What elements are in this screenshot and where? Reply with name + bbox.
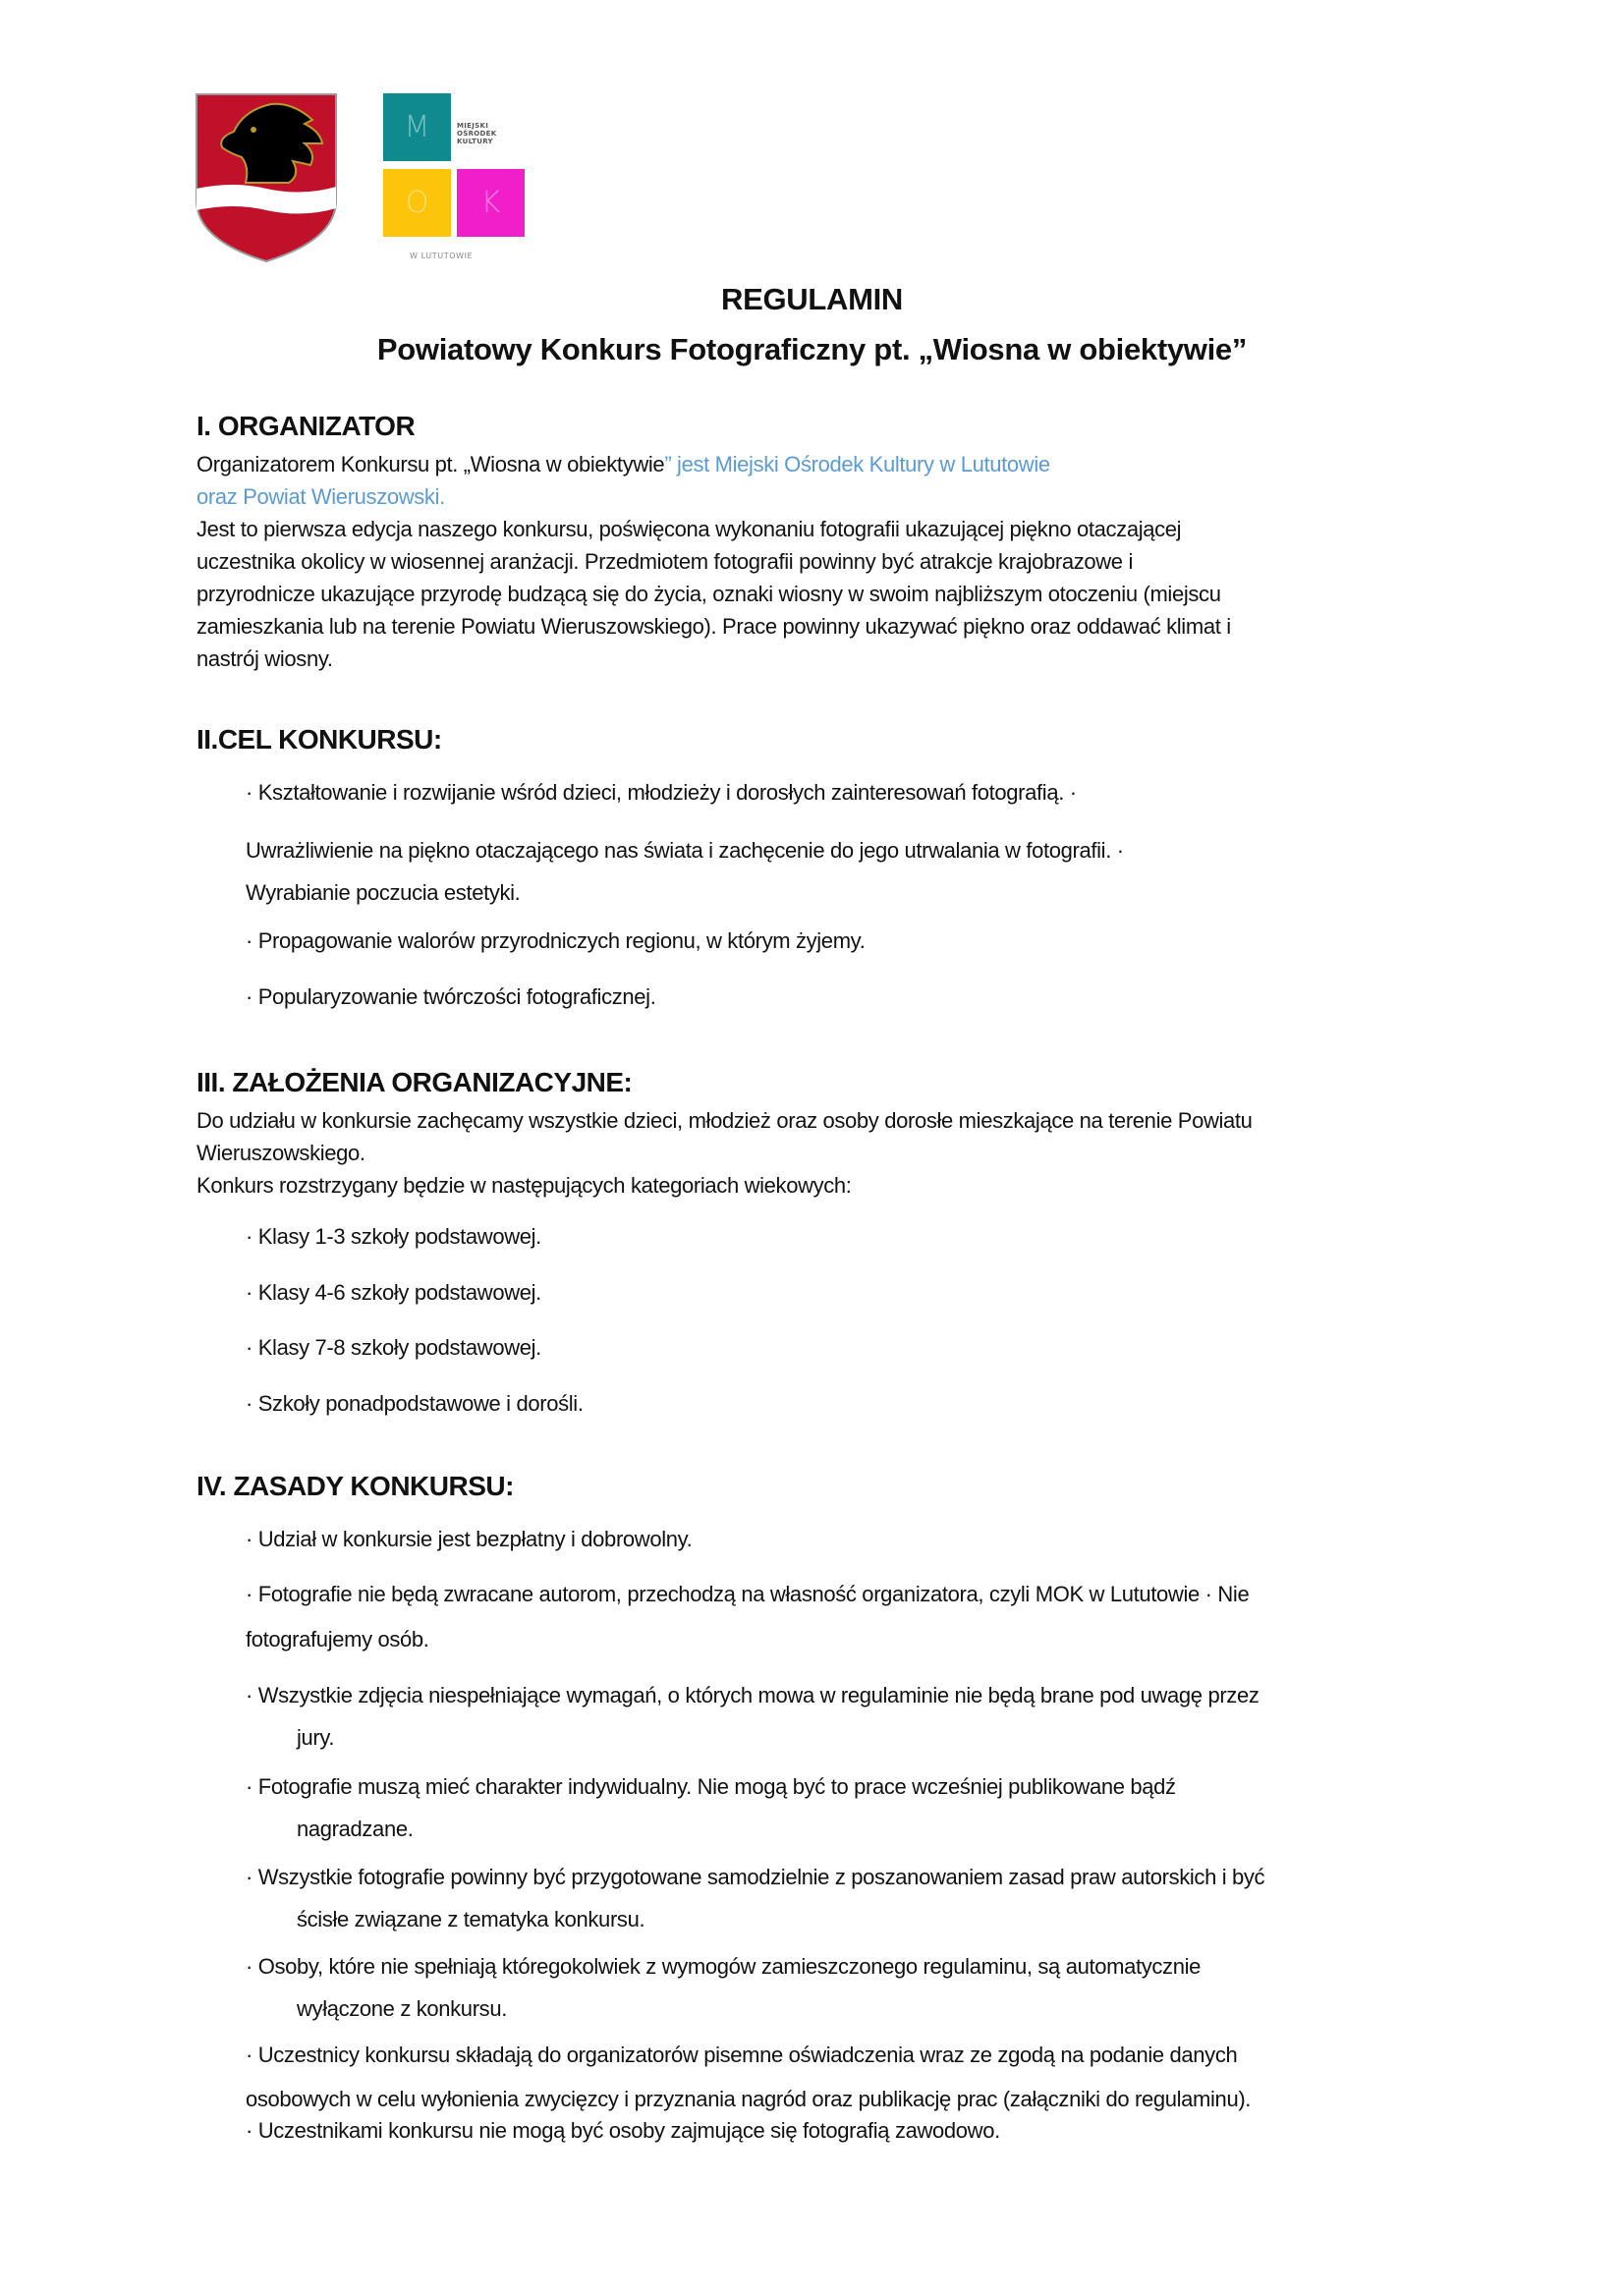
age-category-item: · Klasy 7-8 szkoły podstawowej.: [246, 1335, 541, 1360]
rule-line: nagradzane.: [297, 1817, 414, 1841]
age-category-item: · Klasy 1-3 szkoły podstawowej.: [246, 1224, 541, 1249]
section-heading-organizer: I. ORGANIZATOR: [196, 411, 416, 441]
rule-line: fotografujemy osób.: [246, 1627, 429, 1651]
document-title: REGULAMIN: [720, 282, 903, 316]
rule-line: · Fotografie muszą mieć charakter indywidualny. Nie mogą być to prace wcześniej publikowane bądź: [246, 1774, 1176, 1799]
section-heading-organization: III. ZAŁOŻENIA ORGANIZACYJNE:: [196, 1067, 633, 1097]
organizer-paragraph-line: przyrodnicze ukazujące przyrodę budzącą się do życia, oznaki wiosny w swoim najbliższym otoczeniu (miejscu: [196, 582, 1221, 606]
mok-logo-k: K: [457, 169, 525, 237]
rule-line: · Uczestnikami konkursu nie mogą być osoby zajmujące się fotografią zawodowo.: [246, 2118, 1000, 2143]
age-category-item: · Klasy 4-6 szkoły podstawowej.: [246, 1280, 541, 1305]
organizer-line-1: Organizatorem Konkursu pt. „Wiosna w obiektywie” jest Miejski Ośrodek Kultury w Lututowie: [196, 452, 1050, 476]
section-heading-goal: II.CEL KONKURSU:: [196, 724, 442, 755]
rule-line: wyłączone z konkursu.: [297, 1996, 507, 2021]
mok-logo-side-text: MIEJSKI OŚRODEK KULTURY: [457, 122, 497, 145]
goal-item: Uwrażliwienie na piękno otaczającego nas świata i zachęcenie do jego utrwalania w fotografii. ·: [246, 838, 1124, 863]
age-category-item: · Szkoły ponadpodstawowe i dorośli.: [246, 1391, 584, 1416]
rule-line: · Wszystkie fotografie powinny być przygotowane samodzielnie z poszanowaniem zasad praw autorskich i być: [246, 1865, 1265, 1889]
organizer-paragraph-line: nastrój wiosny.: [196, 646, 333, 671]
rule-line: ścisłe związane z tematyka konkursu.: [297, 1907, 645, 1931]
goal-item: Wyrabianie poczucia estetyki.: [246, 880, 521, 905]
rule-line: · Osoby, które nie spełniają któregokolwiek z wymogów zamieszczonego regulaminu, są automatycznie: [246, 1954, 1202, 1979]
rule-line: jury.: [297, 1725, 335, 1750]
organization-paragraph-line: Do udziału w konkursie zachęcamy wszystkie dzieci, młodzież oraz osoby dorosłe mieszkające na terenie Powiatu: [196, 1108, 1253, 1133]
document-subtitle: Powiatowy Konkurs Fotograficzny pt. „Wiosna w obiektywie”: [376, 332, 1248, 366]
rule-line: · Fotografie nie będą zwracane autorom, przechodzą na własność organizatora, czyli MOK w Lututowie · Nie: [246, 1582, 1250, 1606]
organizer-line-2: oraz Powiat Wieruszowski.: [196, 484, 445, 509]
mok-logo-o: O: [383, 169, 451, 237]
section-heading-rules: IV. ZASADY KONKURSU:: [196, 1471, 514, 1501]
rule-line: · Uczestnicy konkursu składają do organizatorów pisemne oświadczenia wraz ze zgodą na podanie danych: [246, 2043, 1238, 2067]
mok-logo-m: M: [383, 93, 451, 161]
rule-line: · Wszystkie zdjęcia niespełniające wymagań, o których mowa w regulaminie nie będą brane pod uwagę przez: [246, 1683, 1260, 1707]
rule-line: osobowych w celu wyłonienia zwycięzcy i przyznania nagród oraz publikację prac (załączniki do regulaminu).: [246, 2087, 1252, 2111]
organizer-paragraph-line: zamieszkania lub na terenie Powiatu Wieruszowskiego). Prace powinny ukazywać piękno oraz oddawać klimat i: [196, 614, 1231, 639]
mok-logo-footer: W LUTUTOWIE: [410, 252, 474, 260]
organization-paragraph-line: Wieruszowskiego.: [196, 1141, 365, 1165]
organizer-paragraph-line: Jest to pierwsza edycja naszego konkursu, poświęcona wykonaniu fotografii ukazującej piękno otaczającej: [196, 517, 1182, 541]
goal-item: · Kształtowanie i rozwijanie wśród dzieci, młodzieży i dorosłych zainteresowań fotografią. ·: [246, 780, 1077, 805]
organizer-paragraph-line: uczestnika okolicy w wiosennej aranżacji. Przedmiotem fotografii powinny być atrakcje krajobrazowe i: [196, 549, 1133, 574]
organization-paragraph-line: Konkurs rozstrzygany będzie w następujących kategoriach wiekowych:: [196, 1173, 852, 1198]
mok-logo: [378, 88, 535, 270]
county-crest-logo: [195, 92, 338, 263]
goal-item: · Popularyzowanie twórczości fotograficznej.: [246, 984, 656, 1009]
rule-line: · Udział w konkursie jest bezpłatny i dobrowolny.: [246, 1527, 693, 1551]
goal-item: · Propagowanie walorów przyrodniczych regionu, w którym żyjemy.: [246, 928, 866, 953]
